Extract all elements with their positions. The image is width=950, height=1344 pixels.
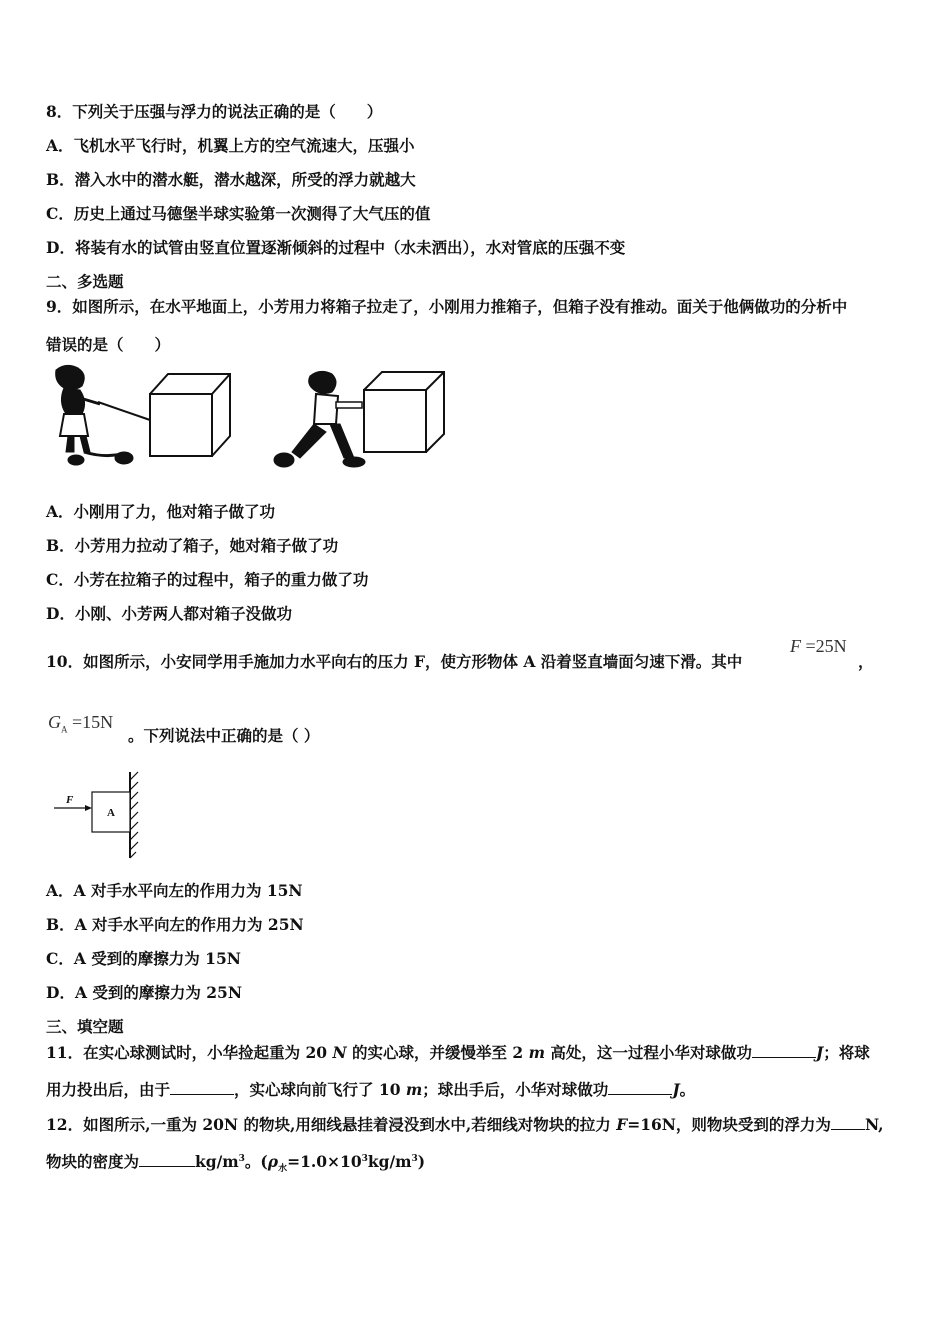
q12-line2 (46, 1152, 426, 1175)
q11-line2 (46, 1080, 695, 1100)
boy-pushing-figure (274, 371, 365, 467)
q11-line2-b: ，实心球向前飞行了 10 (234, 1080, 406, 1099)
wall-hatching (130, 772, 138, 858)
q9-stem-line1: 9．如图所示，在水平地面上，小芳用力将箱子拉走了，小刚用力推箱子，但箱子没有推动。面关于他俩做功的分析中 (46, 297, 848, 316)
q8-option-b: B．潜入水中的潜水艇，潜水越深，所受的浮力就越大 (46, 170, 416, 189)
section-title-fill-blank: 三、填空题 (46, 1017, 124, 1036)
q8-option-a: A．飞机水平飞行时，机翼上方的空气流速大，压强小 (46, 136, 415, 155)
q10-formula-g-symbol: G (48, 712, 61, 732)
section-title-multiple-choice: 二、多选题 (46, 272, 124, 291)
q10-formula-f-value: =25N (805, 636, 847, 656)
block-a-label: A (107, 807, 115, 819)
q10-option-a: A．A 对手水平向左的作用力为 15N (46, 881, 303, 900)
q10-option-b: B．A 对手水平向左的作用力为 25N (46, 915, 304, 934)
q12-line2-c: 。( (244, 1152, 268, 1171)
q12-rho: ρ (267, 1152, 279, 1171)
box-left (150, 374, 230, 456)
force-arrowhead (85, 805, 92, 811)
q12-blank-2[interactable] (139, 1152, 195, 1167)
q12-line1-c: N, (864, 1115, 884, 1134)
q10-formula-f (790, 636, 847, 657)
q9-figure (44, 362, 454, 474)
q11-line2-c: ；球出手后，小华对球做功 (422, 1080, 609, 1099)
q11-line2-d: 。 (679, 1080, 696, 1099)
q9-option-a: A．小刚用了力，他对箱子做了功 (46, 502, 276, 521)
q12-line2-sup3: 3 (411, 1153, 418, 1164)
box-right (364, 372, 444, 452)
q10-formula-f-symbol: F (790, 636, 801, 656)
q9-option-c: C．小芳在拉箱子的过程中，箱子的重力做了功 (46, 570, 369, 589)
q11-line1-a: 11．在实心球测试时，小华捡起重为 20 (46, 1043, 333, 1062)
q10-comma: ， (858, 652, 874, 671)
q11-unit-m: m (528, 1043, 545, 1062)
q12-rho-sub: 水 (278, 1164, 288, 1175)
q12-line2-a: 物块的密度为 (46, 1152, 140, 1171)
q11-unit-m-2: m (405, 1080, 423, 1099)
q8-stem: 8．下列关于压强与浮力的说法正确的是（ ） (46, 102, 383, 121)
q11-line2-a: 用力投出后，由于 (46, 1080, 171, 1099)
q10-figure (52, 770, 152, 860)
q11-line1-d: ；将球 (823, 1043, 870, 1062)
q12-force-symbol: F (616, 1115, 628, 1134)
q11-unit-n: N (332, 1043, 347, 1062)
q10-option-c: C．A 受到的摩擦力为 15N (46, 949, 241, 968)
q12-line1-a: 12．如图所示,一重为 20N 的物块,用细线悬挂着浸没到水中,若细线对物块的拉力 (46, 1115, 617, 1134)
q12-line2-sup2: 3 (361, 1153, 368, 1164)
q12-line2-sup: 3 (238, 1153, 245, 1164)
q9-option-b: B．小芳用力拉动了箱子，她对箱子做了功 (46, 536, 339, 555)
q10-option-d: D．A 受到的摩擦力为 25N (46, 983, 242, 1002)
q11-line1-c: 高处，这一过程小华对球做功 (545, 1043, 752, 1062)
q11-line1-b: 的实心球，并缓慢举至 2 (346, 1043, 529, 1062)
q10-formula-g-sub: A (61, 724, 68, 735)
q12-line2-b: kg/m (195, 1152, 239, 1171)
q12-line2-e: kg/m (367, 1152, 412, 1171)
q11-blank-3[interactable] (608, 1080, 672, 1095)
force-label: F (66, 794, 74, 806)
girl-pulling-figure (56, 365, 133, 465)
q10-stem-part1: 10．如图所示，小安同学用手施加力水平向右的压力 F，使方形物体 A 沿着竖直墙面匀速下滑。其中 (46, 652, 743, 671)
q12-blank-1[interactable] (831, 1115, 865, 1130)
q8-option-d: D．将装有水的试管由竖直位置逐渐倾斜的过程中（水未洒出），水对管底的压强不变 (46, 238, 626, 257)
q12-line2-d: =1.0×10 (287, 1152, 362, 1171)
q11-blank-2[interactable] (170, 1080, 234, 1095)
q12-line2-f: ) (417, 1152, 426, 1171)
q11-unit-j: J (815, 1043, 824, 1062)
q10-stem-part2: 。下列说法中正确的是（ ） (128, 726, 320, 745)
q9-option-d: D．小刚、小芳两人都对箱子没做功 (46, 604, 292, 623)
q10-formula-g (48, 712, 113, 733)
q10-formula-g-value: =15N (72, 712, 114, 732)
q9-stem-line2: 错误的是（ ） (46, 335, 171, 354)
q12-line1 (46, 1115, 884, 1135)
q12-line1-b: =16N，则物块受到的浮力为 (627, 1115, 831, 1134)
q11-line1 (46, 1043, 870, 1063)
pull-rope (98, 402, 150, 420)
q11-unit-j-2: J (672, 1080, 680, 1099)
q8-option-c: C．历史上通过马德堡半球实验第一次测得了大气压的值 (46, 204, 431, 223)
q11-blank-1[interactable] (752, 1043, 816, 1058)
